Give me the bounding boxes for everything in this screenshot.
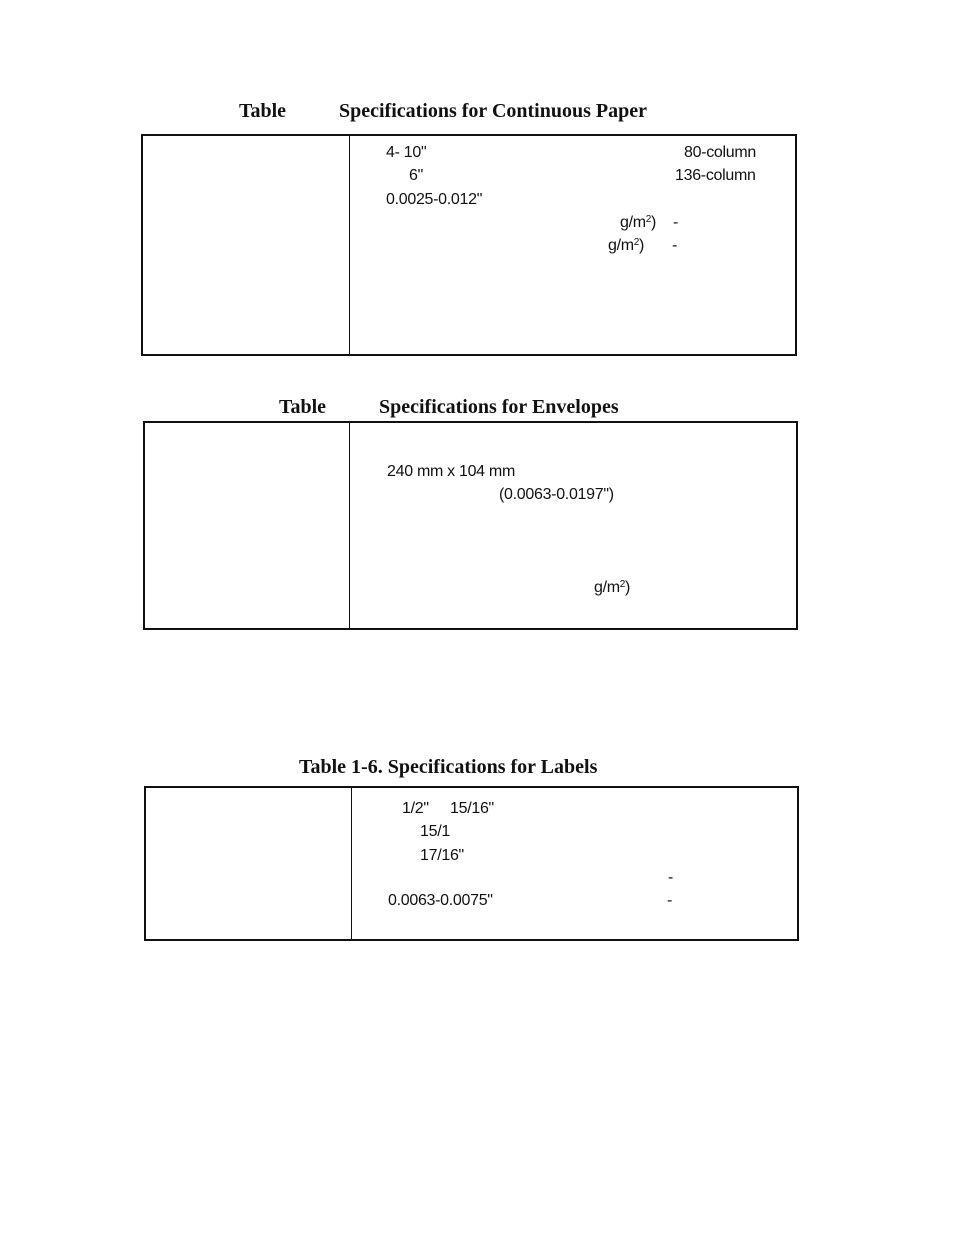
table-caption-title: Specifications for Continuous Paper	[339, 100, 647, 122]
cell-value: 17/16"	[420, 847, 464, 864]
cell-value: -	[672, 237, 678, 254]
cell-value: 136-column	[675, 167, 756, 184]
cell-value: (0.0063-0.0197")	[499, 486, 614, 503]
table-caption-title: Specifications for Envelopes	[379, 396, 619, 418]
cell-value: $g/m^2$)	[620, 214, 657, 231]
cell-value: $g/m^2$)	[608, 237, 645, 254]
cell-value: 0.0063-0.0075"	[388, 892, 493, 909]
cell-value: $g/m^2$)	[594, 579, 631, 596]
cell-value: 0.0025-0.012"	[386, 191, 483, 208]
cell-value: -	[668, 869, 674, 886]
cell-value: 15/1	[420, 823, 450, 840]
cell-value: 15/16"	[450, 800, 494, 817]
cell-value: 240 mm x 104 mm	[387, 463, 515, 480]
cell-value: -	[667, 892, 673, 909]
envelopes-table	[143, 421, 798, 630]
labels-table	[144, 786, 799, 941]
table-caption: Table 1-6. Specifications for Labels	[299, 756, 598, 778]
column-divider	[349, 136, 350, 354]
column-divider	[351, 788, 352, 939]
table-caption-label: Table	[239, 100, 287, 122]
cell-value: 6"	[409, 167, 423, 184]
cell-value: 4- 10"	[386, 144, 427, 161]
column-divider	[349, 423, 350, 628]
continuous-paper-table	[141, 134, 797, 356]
cell-value: 1/2"	[402, 800, 429, 817]
cell-value: 80-column	[684, 144, 757, 161]
cell-value: -	[673, 214, 679, 231]
table-caption-label: Table	[279, 396, 327, 418]
